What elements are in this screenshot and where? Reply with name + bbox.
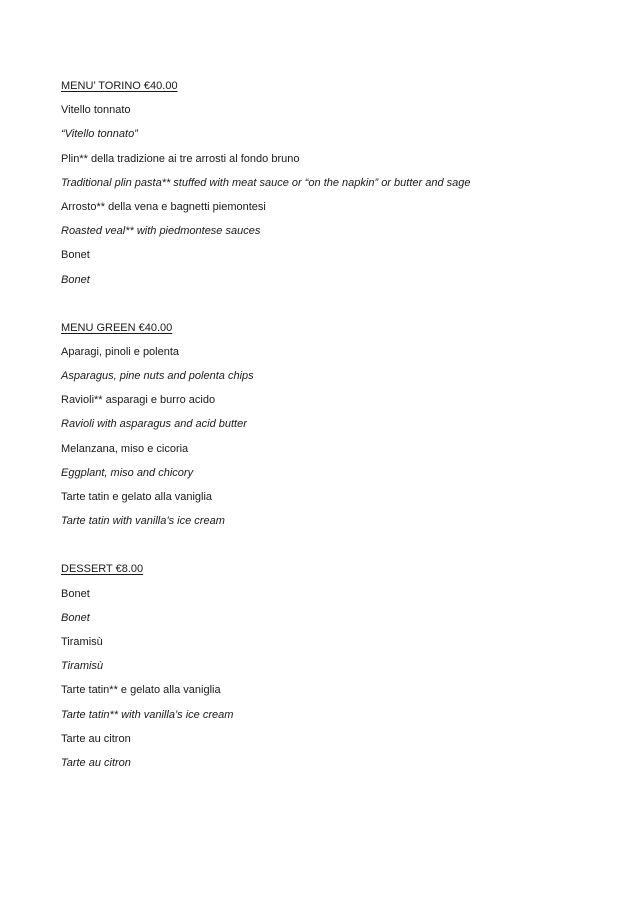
dish-italian: Plin** della tradizione ai tre arrosti al fondo bruno — [61, 152, 300, 165]
dish-italian: Bonet — [61, 587, 90, 600]
menu-document — [61, 74, 601, 799]
dish-italian: Vitello tonnato — [61, 104, 131, 117]
dish-english: Bonet — [61, 273, 90, 286]
menu-section-torino — [61, 74, 601, 292]
dish-english: Bonet — [61, 611, 90, 624]
dish-english: Tarte au citron — [61, 756, 131, 769]
dish-italian: Tarte tatin e gelato alla vaniglia — [61, 491, 213, 503]
section-title: MENU GREEN €40.00 — [61, 321, 173, 334]
dish-italian: Bonet — [61, 249, 90, 262]
dish-english: Tarte tatin** with vanilla’s ice cream — [61, 708, 234, 721]
dish-english: Tarte tatin with vanilla’s ice cream — [61, 515, 225, 528]
section-title: DESSERT €8.00 — [61, 563, 144, 576]
dish-english: “Vitello tonnato” — [61, 128, 138, 141]
dish-english: Tiramisù — [61, 660, 104, 673]
dish-italian: Aparagi, pinoli e polenta — [61, 345, 180, 358]
dish-italian: Ravioli** asparagi e burro acido — [61, 394, 216, 407]
dish-italian: Tarte tatin** e gelato alla vaniglia — [61, 684, 221, 697]
dish-english: Traditional plin pasta** stuffed with meat sauce or “on the napkin” or butter and sage — [61, 176, 471, 189]
dish-italian: Arrosto** della vena e bagnetti piemontesi — [61, 200, 266, 213]
dish-italian: Tiramisù — [61, 635, 103, 648]
menu-section-green — [61, 316, 601, 534]
dish-italian: Tarte au citron — [61, 732, 131, 745]
dish-english: Ravioli with asparagus and acid butter — [61, 418, 247, 431]
dish-english: Roasted veal** with piedmontese sauces — [61, 225, 261, 238]
section-title: MENU’ TORINO €40.00 — [61, 80, 178, 92]
dish-english: Asparagus, pine nuts and polenta chips — [61, 370, 254, 383]
dish-english: Eggplant, miso and chicory — [61, 466, 194, 479]
menu-section-dessert — [61, 557, 601, 775]
dish-italian: Melanzana, miso e cicoria — [61, 442, 189, 455]
